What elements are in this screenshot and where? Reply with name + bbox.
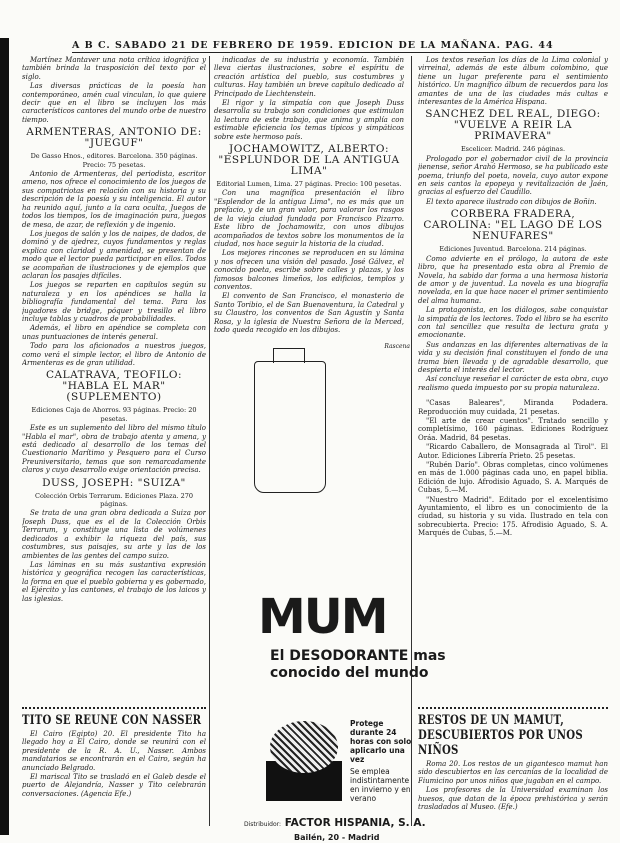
paragraph: El mariscal Tito se trasladó en el Galeb desde el puerto de Alejandría, Nasser y Tito celebrarán conversaciones. (Agencia Efe.) <box>22 773 206 798</box>
distributor-label: Distribuidor: <box>244 821 282 828</box>
review-heading: CORBERA FRADERA, CAROLINA: "EL LAGO DE LOS NENUFARES" <box>423 208 603 243</box>
review-heading: JOCHAMOWITZ, ALBERTO: "ESPLUNDOR DE LA ANTIGUA LIMA" <box>218 143 400 178</box>
paragraph: Todo para los aficionados a nuestros juegos, como verá el simple lector, el libro de Antonio de Armenteras es de gran utilidad. <box>22 342 206 367</box>
book-entry: "Casas Baleares", Miranda Podadera. Reproducción muy cuidada, 21 pesetas. <box>418 399 608 416</box>
article-mamut <box>418 700 608 830</box>
news-headline: RESTOS DE UN MAMUT, DESCUBIERTOS POR UNOS NIÑOS <box>418 713 583 758</box>
paragraph: Los mejores rincones se reproducen en su lámina y nos ofrecen una visión del pasado. José Gálvez, el conocido poeta, escribe sobre calles y plazas, y los famosos balcones limeños, los edificios, templos y conventos. <box>214 249 404 291</box>
paragraph: Los textos reseñan los días de la Lima colonial y virreinal, además de este álbum colombino, que tiene un lugar preferente para el sentimiento histórico. Un magnífico álbum de recuerdos para los amantes de una de las ciudades más cultas e interesantes de la América Hispana. <box>418 56 608 107</box>
bottle-illustration <box>254 361 326 493</box>
deodorant-jar-illustration <box>266 721 342 803</box>
slogan-line: conocido del mundo <box>270 665 429 681</box>
paragraph: Martínez Mantaver una nota crítica idográfica y también brinda la trasposición del texto por el siglo. <box>22 56 206 81</box>
paragraph: indicadas de su industria y economía. También lleva ciertas ilustraciones, sobre el espíritu de creación artística del pueblo, sus costumbres y culturas. Hay también un breve capítulo dedicado al Principado de Liechtenstein. <box>214 56 404 98</box>
review-heading: DUSS, JOSEPH: "SUIZA" <box>42 476 186 489</box>
review-heading: SANCHEZ DEL REAL, DIEGO: "VUELVE A REIR LA PRIMAVERA" <box>425 108 601 143</box>
review-meta: Ediciones Caja de Ahorros. 93 páginas. Precio: 20 pesetas. <box>31 406 197 423</box>
divider <box>418 704 608 709</box>
paragraph: Se trata de una gran obra dedicada a Suiza por Joseph Duss, que es el de la Colección Orbis Terrarum, y constituye una lista de volúmenes dedicados a exhibir la riqueza del país, sus costumbres, sus paisajes, su arte y las de los ambientes de las gentes del campo suizo. <box>22 509 206 560</box>
paragraph: El rigor y la simpatía con que Joseph Duss desarrolla su trabajo son condiciones que estimulan la lectura de este trabajo, que anima y amplía con estimable eficiencia los temas típicos y simpáticos sobre este hermoso país. <box>214 99 404 141</box>
paragraph: Sus andanzas en las diferentes alternativas de la vida y su decisión final constituyen el fondo de una trama bien llevada y de agradable desarrollo, que despierta el interés del lector. <box>418 340 608 374</box>
paragraph: Los juegos se reparten en capítulos según su naturaleza y en los apéndices se halla la bibliografía fundamental del tema. Para los jugadores de bridge, póquer y tresillo el libro incluye tablas y cuadros de probabilidades. <box>22 281 206 323</box>
news-headline: TITO SE REUNE CON NASSER <box>22 713 202 728</box>
article-tito <box>22 700 206 830</box>
paragraph: Prologado por el gobernador civil de la provincia jienense, señor Arahó Hermoso, se ha publicado este poema, triunfo del poeta, novela, cuyo autor expone en seis cantos la epopeya y revitalización de Jaén, gracias al esfuerzo del Caudillo. <box>418 154 608 197</box>
paragraph: Con una magnífica presentación el libro "Esplendor de la antigua Lima", no es más que un prefacio, y de un gran valor, para valorar los rasgos de la vieja ciudad fundada por Francisco Pizarro. Este libro de Jochamowitz, con unos dibujos acompañados de textos sobre los monumentos de la ciudad, nos hace seguir la historia de la ciudad. <box>214 189 404 248</box>
review-meta: Colección Orbis Terrarum. Ediciones Plaza. 270 páginas. <box>35 491 193 509</box>
review-heading: CALATRAVA, TEOFILO: "HABLA EL MAR" (SUPLEMENTO) <box>45 369 183 404</box>
column-rule <box>209 56 210 826</box>
column-2 <box>214 56 404 341</box>
company-name: FACTOR HISPANIA, S. A. <box>284 817 426 829</box>
paragraph: El convento de San Francisco, el monasterio de Santo Toribio, el de San Buenaventura, la Catedral y su Claustro, los conventos de San Agustín y Santa Rosa, y la iglesia de Nuestra Señora de la Merced, todo queda recogido en los dibujos. <box>214 292 404 334</box>
column-1 <box>22 56 206 696</box>
paragraph: Las diversas prácticas de la poesía han contemporáneo, amén cual vinculan, lo que quiere decir que en el libro se incluyen los más característicos cantores del mundo orbe de nuestro tiempo. <box>22 82 206 124</box>
ad-claim: Protege durante 24 horas con solo aplicarlo una vez <box>350 719 412 764</box>
paragraph: La protagonista, en los diálogos, sabe conquistar la simpatía de los lectores. Todo el libro se ha escrito con tal sencillez que resulta de lectura grata y emocionante. <box>418 306 608 340</box>
scan-edge <box>0 38 9 835</box>
slogan-line: El DESODORANTE mas <box>270 648 446 664</box>
book-entry: "Nuestro Madrid". Editado por el excelentísimo Ayuntamiento, el libro es un conocimiento de la ciudad, su historia y su vida. Ilustrado en tela con sobrecubierta. Precio: 175. Afrodisio Aguado, S. A. Marqués de Cubas, 5.—M. <box>418 495 608 538</box>
paragraph: Las láminas en su más sustantiva expresión histórica y geográfica recogen las características, la forma en que el pueblo gobierna y es gobernado, el Ejército y las cantones, el trabajo de los laicos y las iglesias. <box>22 560 206 603</box>
mum-advertisement <box>214 343 446 842</box>
paragraph: Como advierte en el prólogo, la autora de este libro, que ha presentado esta obra al Premio de Novela, ha sabido dar forma a una hermosa historia de amor y de juventud. La novela es una biografía novelada, en la que hace nacer el primer sentimiento del alma humana. <box>418 254 608 305</box>
paragraph: El Cairo (Egipto) 20. El presidente Tito ha llegado hoy a El Cairo, donde se reunirá con el presidente de la R. A. U., Nasser. Ambos mandatarios se encontrarán en el Cairo, según ha anunciado Belgrado. <box>22 730 206 772</box>
ad-distributor <box>244 817 426 831</box>
paragraph: Así concluye reseñar el carácter de esta obra, cuyo realismo queda impuesto por su propia naturaleza. <box>418 375 608 392</box>
ad-brand: MUM <box>258 589 387 645</box>
review-meta: Editorial Lumen, Lima. 27 páginas. Precio: 100 pesetas. <box>216 180 402 189</box>
company-address: Bailén, 20 - Madrid <box>294 833 380 842</box>
review-meta: De Gasso Hnos., editores. Barcelona. 350 páginas. Precio: 75 pesetas. <box>30 152 198 169</box>
paragraph: Este es un suplemento del libro del mismo título "Habla el mar", obra de trabajo atenta y amena, y está dedicado al desarrollo de los temas del Cuestionario Marítimo y Pesquero para el Curso Preuniversitario, temas que son remarcadamente claros y cuyo desarrollo exige orientación precisa. <box>22 424 206 475</box>
ad-agency-tag: Rascena <box>384 343 410 350</box>
column-3 <box>418 56 608 696</box>
paragraph: Roma 20. Los restos de un gigantesco mamut han sido descubiertos en las cercanías de la localidad de Fiumicino por unos niños que jugaban en el campo. <box>418 760 608 785</box>
ad-usage: Se emplea indistintamente en invierno y en verano <box>350 767 411 803</box>
paragraph: El texto aparece ilustrado con dibujos de Boñin. <box>426 197 597 206</box>
paragraph: Los profesores de la Universidad examinan los huesos, que datan de la época prehistórica y serán trasladados al Museo. (Efe.) <box>418 786 608 812</box>
book-entry: "El arte de crear cuentos". Tratado sencillo y completísimo, 160 páginas. Ediciones Rodríguez Oráa. Madrid, 84 pesetas. <box>418 417 608 442</box>
book-entry: "Ricardo Caballero, de Monsagrada al Tirol". El Autor. Ediciones Librería Prieto. 25 pesetas. <box>418 443 608 460</box>
review-meta: Escelicer. Madrid. 246 páginas. <box>460 145 566 154</box>
paragraph: Los juegos de salón y los de naipes, de dados, de dominó y de ajedrez, cuyos fundamentos y reglas explica con claridad y amenidad, se presentan de modo que el lector pueda participar en ellos. Todos se acompañan de ilustraciones y de ejemplos que aclaran los pasajes difíciles. <box>22 229 206 280</box>
book-entry: "Rubén Darío". Obras completas, cinco volúmenes en más de 1.000 páginas cada uno, en papel biblia. Edición de lujo. Afrodisio Aguado, S. A. Marqués de Cubas, 5.—M. <box>418 461 608 495</box>
divider <box>22 704 206 709</box>
page-masthead: A B C. SABADO 21 DE FEBRERO DE 1959. EDICION DE LA MAÑANA. PAG. 44 <box>72 40 592 53</box>
paragraph: Además, el libro en apéndice se completa con unas puntuaciones de interés general. <box>22 324 206 341</box>
review-heading: ARMENTERAS, ANTONIO DE: "JUEGUF" <box>26 126 202 150</box>
review-meta: Ediciones Juventud. Barcelona. 214 páginas. <box>439 245 587 254</box>
paragraph: Antonio de Armenteras, del periodista, escritor ameno, nos ofrece el conocimiento de los juegos de sus compatriotas en relación con su historia y su descripción de la poesía y su inteligencia. El autor ha reunido aquí, junto a la cara oculta, Juegos de todos los tiempos, los de imaginación pura, juegos de mesa, de azar, de reflexión y de ingenio. <box>22 170 206 229</box>
